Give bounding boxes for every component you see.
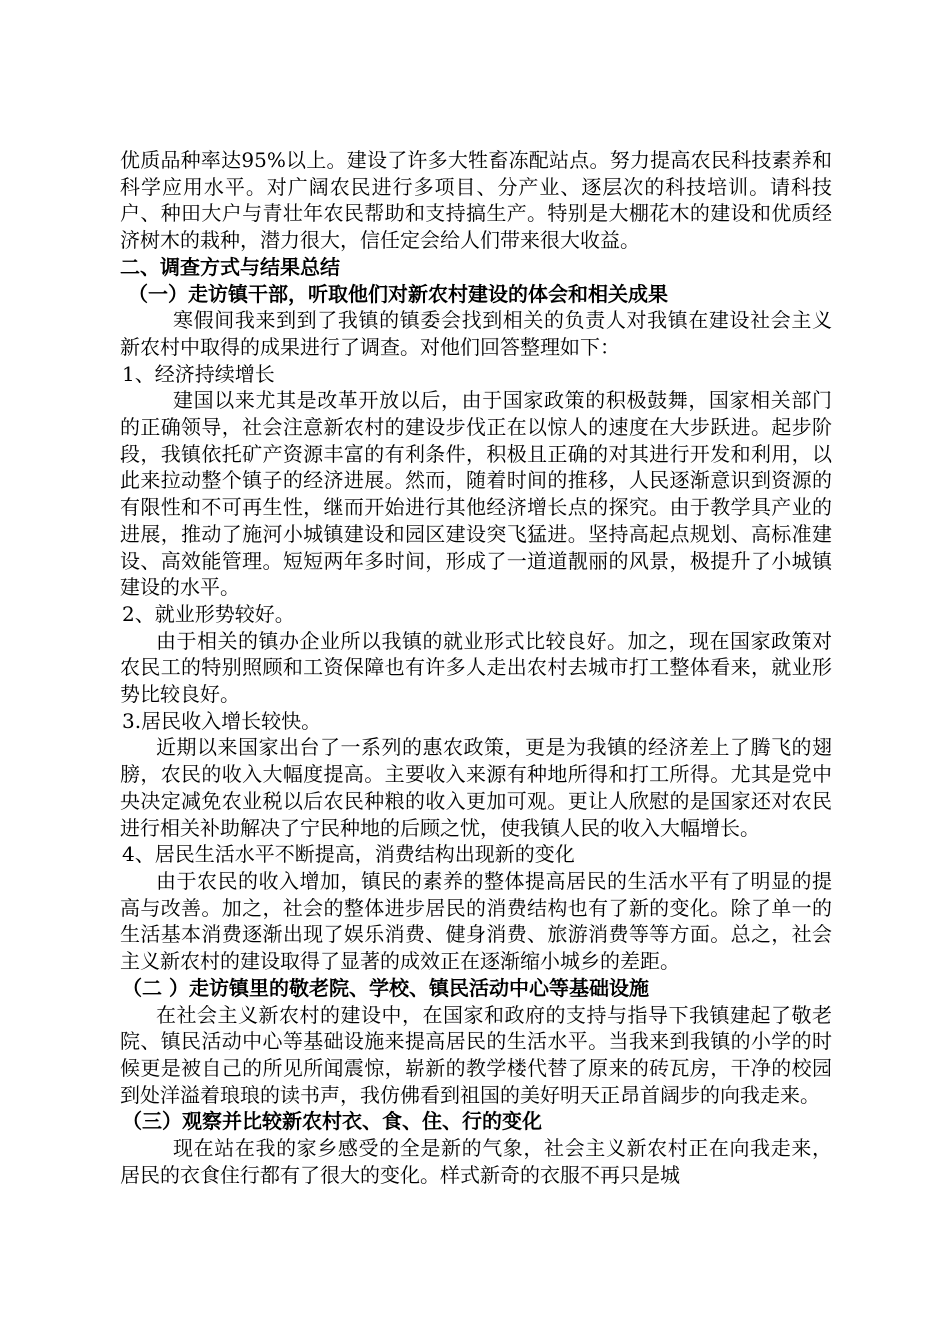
paragraph-employment: 由于相关的镇办企业所以我镇的就业形式比较良好。加之，现在国家政策对农民工的特别照顾和工资保障也有许多人走出农村去城市打工整体看来，就业形势比较良好。 — [120, 628, 832, 707]
list-item-living-standard: 4、居民生活水平不断提高，消费结构出现新的变化 — [122, 842, 575, 867]
paragraph-economy: 建国以来尤其是改革开放以后，由于国家政策的积极鼓舞，国家相关部门的正确领导，社会注意新农村的建设步伐正在以惊人的速度在大步跃进。起步阶段，我镇依托矿产资源丰富的有利条件，积极且正确的对其进行开发和利用，以此来拉动整个镇子的经济进展。然而，随着时间的推移，人民逐渐意识到资源的有限性和不可再生性，继而开始进行其他经济增长点的探究。由于教学具产业的进展，推动了施河小城镇建设和园区建设突飞猛进。坚持高起点规划、高标准建设、高效能管理。短短两年多时间，形成了一道道靓丽的风景，极提升了小城镇建设的水平。 — [120, 388, 832, 600]
paragraph-facilities: 在社会主义新农村的建设中，在国家和政府的支持与指导下我镇建起了敬老院、镇民活动中心等基础设施来提高居民的生活水平。当我来到我镇的小学的时候更是被自己的所见所闻震惊，崭新的教学楼代替了原来的砖瓦房，干净的校园到处洋溢着琅琅的读书声，我仿佛看到祖国的美好明天正昂首阔步的向我走来。 — [120, 1002, 832, 1107]
paragraph-daily-life: 现在站在我的家乡感受的全是新的气象，社会主义新农村正在向我走来，居民的衣食住行都有了很大的变化。样式新奇的衣服不再只是城 — [120, 1136, 832, 1187]
paragraph-survey-intro: 寒假间我来到到了我镇的镇委会找到相关的负责人对我镇在建设社会主义新农村中取得的成果进行了调查。对他们回答整理如下： — [120, 308, 832, 359]
list-item-income: 3.居民收入增长较快。 — [122, 708, 322, 733]
paragraph-income: 近期以来国家出台了一系列的惠农政策，更是为我镇的经济差上了腾飞的翅膀，农民的收入大幅度提高。主要收入来源有种地所得和打工所得。尤其是党中央决定减免农业税以后农民种粮的收入更加可观。更让人欣慰的是国家还对农民进行相关补助解决了宁民种地的后顾之忧，使我镇人民的收入大幅增长。 — [120, 735, 832, 840]
paragraph-intro-continued: 优质品种率达95%以上。建设了许多大牲畜冻配站点。努力提高农民科技素养和科学应用水平。对广阔农民进行多项目、分产业、逐层次的科技培训。请科技户、种田大户与青壮年农民帮助和支持搞生产。特别是大棚花木的建设和优质经济树木的栽种，潜力很大，信任定会给人们带来很大收益。 — [120, 148, 832, 253]
document-page — [120, 147, 832, 1188]
section-heading-2: 二、调查方式与结果总结 — [120, 254, 340, 279]
list-item-economy: 1、经济持续增长 — [122, 361, 275, 386]
subsection-heading-2: （二 ）走访镇里的敬老院、学校、镇民活动中心等基础设施 — [122, 975, 649, 1000]
subsection-heading-1: （一）走访镇干部，听取他们对新农村建设的体会和相关成果 — [128, 281, 668, 306]
paragraph-living-standard: 由于农民的收入增加，镇民的素养的整体提高居民的生活水平有了明显的提高与改善。加之，社会的整体进步居民的消费结构也有了新的变化。除了单一的生活基本消费逐渐出现了娱乐消费、健身消费、旅游消费等等方面。总之，社会主义新农村的建设取得了显著的成效正在逐渐缩小城乡的差距。 — [120, 868, 832, 974]
list-item-employment: 2、就业形势较好。 — [122, 601, 295, 626]
subsection-heading-3: （三）观察并比较新农村衣、食、住、行的变化 — [122, 1109, 542, 1134]
